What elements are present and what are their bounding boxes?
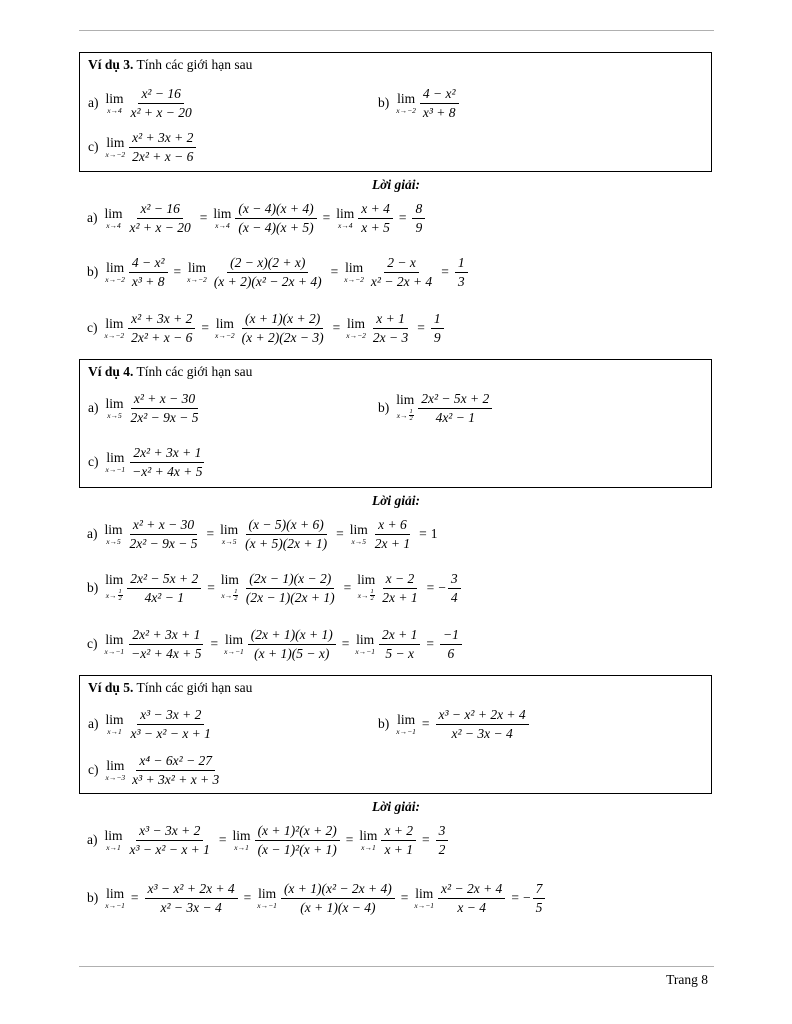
- example-5b: b) lim x→−1 = $\frac{\text{x³ − x² + 2x + 4}}{\text{x² − 3x − 4}}$: [378, 706, 531, 742]
- page-number: Trang 8: [666, 972, 708, 987]
- limit-operator: lim x→−1: [104, 631, 125, 656]
- example-5a: a) lim x→1 $\frac{\text{x³ − 3x + 2}}{\text{x³ − x² − x + 1}}$: [88, 707, 211, 741]
- solution-4c: c) lim x→−1 $\frac{\text{2x² + 3x + 1}}{\text{−x² + 4x + 5}}$ = lim x→−1 $\frac{(2x + 1)(x + 1)}{(x + 1)(5 - x)}$ = lim x→−1 $\frac{2x + 1}{5 - x}$ = $\frac{-1}{6}$: [87, 626, 464, 662]
- example-5-box: [79, 675, 712, 794]
- solution-4b: b) lim x→ 1 2 $\frac{\text{2x² − 5x + 2}}{\text{4x² − 1}}$ = lim x→ 1 2 $\frac{(2x - 1)(x - 2)}{(2x - 1)(2x + 1)}$ = lim x→ 1 2 $\frac{x - 2}{2x + 1}$ = − $\frac{3}{4}$: [87, 570, 463, 606]
- fraction: $\frac{\text{x² + 3x + 2}}{\text{2x² + x − 6}}$: [129, 129, 196, 165]
- solution-3c: c) lim x→−2 $\frac{\text{x² + 3x + 2}}{\text{2x² + x − 6}}$ = lim x→−2 $\frac{(x + 1)(x + 2)}{(x + 2)(2x - 3)}$ = lim x→−2 $\frac{x + 1}{2x - 3}$ = $\frac{1}{9}$: [87, 310, 446, 346]
- example-4a: a) lim x→5 $\frac{\text{x² + x − 30}}{\text{2x² − 9x − 5}}$: [88, 391, 199, 425]
- limit-operator: lim x→−3: [105, 757, 126, 782]
- solution-5b: b) lim x→−1 = $\frac{\text{x³ − x² + 2x + 4}}{\text{x² − 3x − 4}}$ = lim x→−1 $\frac{\text{(x + 1)(x² − 2x + 4)}}{(x + 1)(x - 4)}$ = lim x→−1 $\frac{\text{x² − 2x + 4}}{x - 4}$ = − $\frac{7}{5}$: [87, 880, 547, 916]
- limit-operator: lim x→−2: [105, 259, 125, 284]
- solution-5-heading: Lời giải:: [371, 799, 421, 814]
- limit-operator: lim x→5: [105, 395, 124, 420]
- limit-operator: lim x→4: [105, 90, 124, 115]
- limit-operator: lim x→−2: [104, 315, 125, 340]
- limit-operator: lim x→−1: [396, 711, 416, 736]
- limit-operator: lim x→−2: [396, 90, 416, 115]
- example-4b: b) lim x→ 1 2 $\frac{\text{2x² − 5x + 2}}{\text{4x² − 1}}$: [378, 390, 494, 426]
- fraction: $\frac{\text{x² − 16}}{\text{x² + x − 20}}$: [130, 86, 192, 120]
- limit-operator: lim x→ 1 2: [396, 392, 415, 423]
- example-4c: c) lim x→−1 $\frac{\text{2x² + 3x + 1}}{\text{−x² + 4x + 5}}$: [88, 445, 203, 479]
- example-4-box: [79, 359, 712, 488]
- solution-4a: a) lim x→5 $\frac{\text{x² + x − 30}}{\text{2x² − 9x − 5}}$ = lim x→5 $\frac{(x - 5)(x + 6)}{(x + 5)(2x + 1)}$ = lim x→5 $\frac{x + 6}{2x + 1}$ = 1: [87, 517, 438, 551]
- solution-3b: b) lim x→−2 $\frac{\text{4 − x²}}{\text{x³ + 8}}$ = lim x→−2 $\frac{(2 - x)(2 + x)}{\text{(x + 2)(x² − 2x + 4)}}$ = lim x→−2 $\frac{2 - x}{\text{x² − 2x + 4}}$ = $\frac{1}{3}$: [87, 254, 470, 290]
- limit-operator: lim x→4: [104, 205, 123, 230]
- limit-operator: lim x→1: [105, 711, 124, 736]
- example-5-title: Ví dụ 5. Tính các giới hạn sau: [88, 680, 253, 695]
- example-3-box: [79, 52, 712, 172]
- limit-operator: lim x→5: [104, 521, 123, 546]
- solution-4-heading: Lời giải:: [371, 493, 421, 508]
- solution-5a: a) lim x→1 $\frac{\text{x³ − 3x + 2}}{\text{x³ − x² − x + 1}}$ = lim x→1 $\frac{\text{(x + 1)²(x + 2)}}{\text{(x − 1)²(x + 1)}}$ = lim x→1 $\frac{x + 2}{x + 1}$ = $\frac{3}{2}$: [87, 822, 450, 858]
- example-4-title: Ví dụ 4. Tính các giới hạn sau: [88, 364, 253, 379]
- solution-3a: a) lim x→4 $\frac{\text{x² − 16}}{\text{x² + x − 20}}$ = lim x→4 $\frac{(x - 4)(x + 4)}{(x - 4)(x + 5)}$ = lim x→4 $\frac{x + 4}{x + 5}$ = $\frac{8}{9}$: [87, 200, 427, 236]
- limit-operator: lim x→−2: [105, 134, 126, 159]
- example-3c: c) lim x→−2 $\frac{\text{x² + 3x + 2}}{\text{2x² + x − 6}}$: [88, 129, 198, 165]
- limit-operator: lim x→−1: [105, 449, 126, 474]
- header-rule: [79, 30, 714, 31]
- solution-3-heading: Lời giải:: [371, 177, 421, 192]
- fraction: $\frac{\text{4 − x²}}{\text{x³ + 8}}$: [420, 85, 459, 121]
- limit-operator: lim x→ 1 2: [105, 572, 124, 603]
- example-3-title: Ví dụ 3. Tính các giới hạn sau: [88, 57, 253, 72]
- limit-operator: lim x→1: [104, 827, 123, 852]
- limit-operator: lim x→−1: [105, 885, 125, 910]
- example-3b: b) lim x→−2 $\frac{\text{4 − x²}}{\text{x³ + 8}}$: [378, 85, 461, 121]
- example-3a: a) lim x→4 $\frac{\text{x² − 16}}{\text{x² + x − 20}}$: [88, 85, 197, 121]
- example-5c: c) lim x→−3 $\frac{\text{x⁴ − 6x² − 27}}{\text{x³ + 3x² + x + 3}}$: [88, 753, 220, 787]
- footer-rule: [79, 966, 714, 967]
